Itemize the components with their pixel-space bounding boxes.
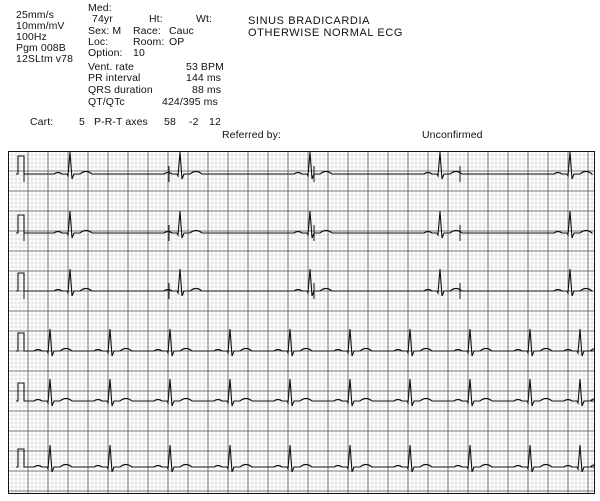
patient-age: 74yr bbox=[92, 13, 113, 25]
height-label: Ht: bbox=[149, 13, 163, 25]
room-label: Room: bbox=[133, 36, 165, 48]
room-value: OP bbox=[169, 36, 185, 48]
patient-sex: Sex: M bbox=[88, 25, 122, 37]
axes-label: P-R-T axes bbox=[94, 116, 148, 128]
qrs-duration-value: 88 ms bbox=[192, 84, 222, 96]
interpretation-line-1: SINUS BRADICARDIA bbox=[248, 15, 371, 27]
race-value: Cauc bbox=[169, 25, 194, 37]
p-axis-value: 58 bbox=[164, 116, 176, 128]
vent-rate-value: 53 BPM bbox=[186, 61, 224, 73]
qt-qtc-label: QT/QTc bbox=[88, 96, 125, 108]
pr-interval-value: 144 ms bbox=[186, 72, 222, 84]
weight-label: Wt: bbox=[196, 13, 213, 25]
t-axis-value: 12 bbox=[209, 116, 221, 128]
interpretation-line-2: OTHERWISE NORMAL ECG bbox=[248, 27, 404, 39]
referred-by-label: Referred by: bbox=[222, 129, 281, 141]
program-setting: Pgm 008B bbox=[16, 42, 66, 54]
cart-label: Cart: bbox=[30, 116, 54, 128]
qt-qtc-value: 424/395 ms bbox=[162, 96, 218, 108]
ecg-grid bbox=[8, 151, 595, 494]
location-label: Loc: bbox=[88, 36, 109, 48]
device-setting: 12SLtm v78 bbox=[16, 53, 74, 65]
ecg-tracing bbox=[8, 151, 595, 494]
grid-minor bbox=[8, 151, 595, 494]
med-label: Med: bbox=[88, 2, 112, 14]
grid-border bbox=[9, 152, 595, 494]
speed-setting: 25mm/s bbox=[16, 9, 54, 21]
cart-value: 5 bbox=[79, 116, 85, 128]
qrs-duration-label: QRS duration bbox=[88, 84, 153, 96]
filter-setting: 100Hz bbox=[16, 31, 47, 43]
confirmation-status: Unconfirmed bbox=[422, 129, 483, 141]
pr-interval-label: PR interval bbox=[88, 72, 141, 84]
gain-setting: 10mm/mV bbox=[16, 20, 65, 32]
option-label: Option: bbox=[88, 47, 123, 59]
vent-rate-label: Vent. rate bbox=[88, 61, 134, 73]
option-value: 10 bbox=[133, 47, 145, 59]
r-axis-value: -2 bbox=[189, 116, 199, 128]
race-label: Race: bbox=[133, 25, 161, 37]
